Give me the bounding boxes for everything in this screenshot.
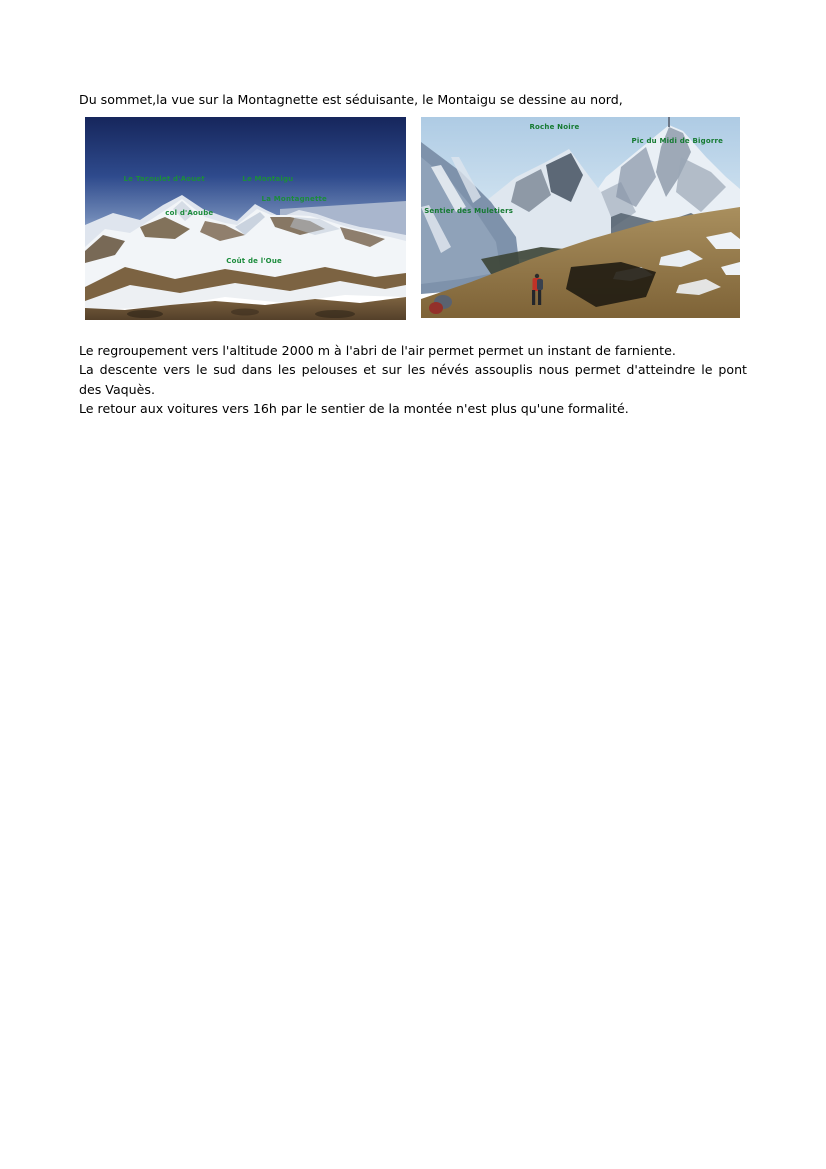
paragraph-line-1: Le regroupement vers l'altitude 2000 m à l'abri de l'air permet permet un instant de farniente. — [79, 343, 676, 358]
col-label: col d'Aoube — [165, 209, 214, 218]
photo-right-pic-du-midi — [421, 117, 740, 318]
photo-left-montagnette — [85, 117, 406, 320]
cout-label: Coût de l'Oue — [226, 257, 282, 266]
body-paragraph — [79, 341, 747, 419]
paragraph-line-3: des Vaquès. — [79, 381, 155, 397]
paragraph-line-2: La descente vers le sud dans les pelouses et sur les névés assouplis nous permet d'atteindre le pont — [79, 362, 747, 378]
paragraph-line-4: Le retour aux voitures vers 16h par le sentier de la montée n'est plus qu'une formalité. — [79, 401, 629, 417]
mountain-hiker-image — [421, 117, 740, 318]
trail-label-muletiers: Sentier des Muletiers — [424, 207, 514, 216]
peak-label-tacoulet: Le Tacoulet d'Aouet — [123, 174, 205, 183]
intro-text: Du sommet,la vue sur la Montagnette est séduisante, le Montaigu se dessine au nord, — [79, 91, 623, 107]
peak-label-pic-du-midi: Pic du Midi de Bigorre — [631, 137, 724, 146]
photo-row — [85, 117, 741, 322]
peak-label-montagnette: La Montagnette — [261, 195, 327, 204]
mountain-panorama-image — [85, 117, 406, 320]
peak-label-montaigu: Le Montaigu — [242, 174, 294, 183]
peak-label-roche-noire: Roche Noire — [529, 123, 580, 132]
